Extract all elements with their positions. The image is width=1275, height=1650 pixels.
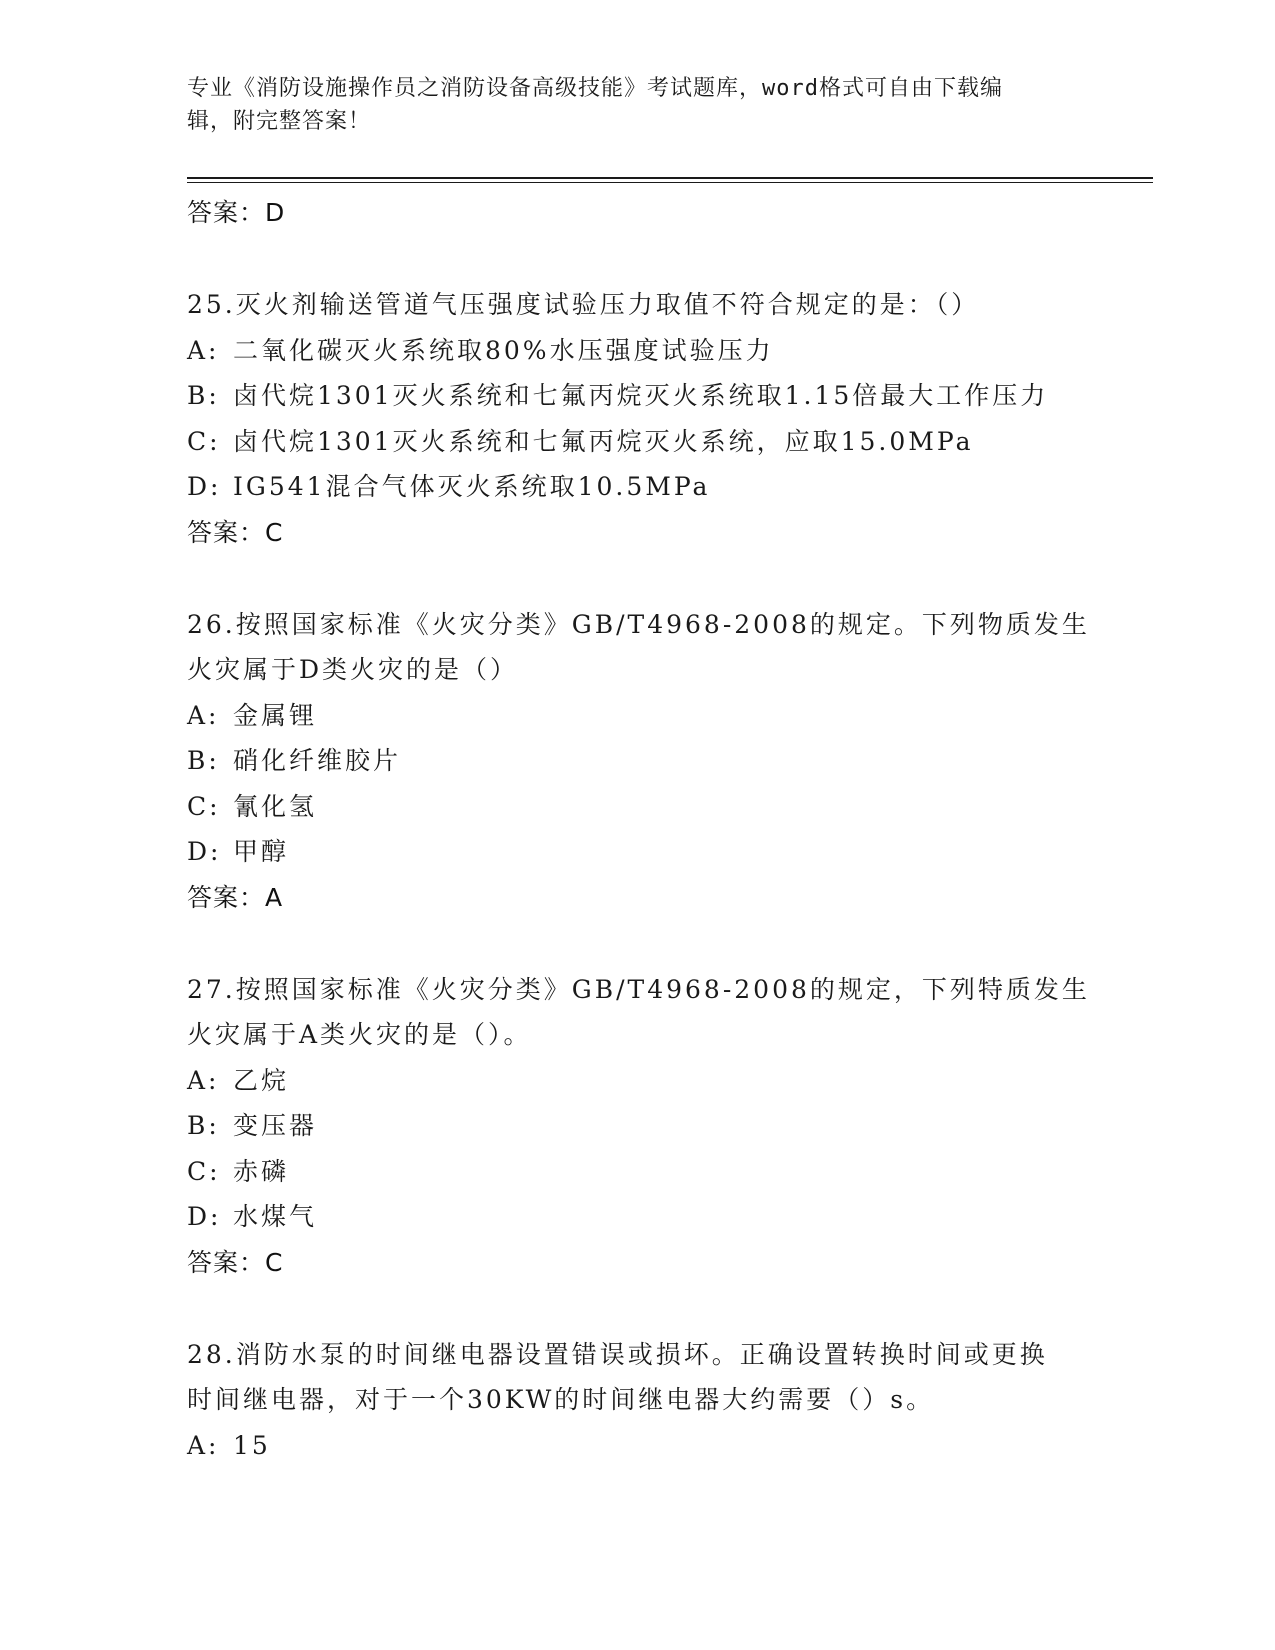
- spacer: [187, 236, 1087, 282]
- option-a: [187, 1058, 1087, 1104]
- question-25: [187, 282, 1087, 556]
- option-text: IG541混合气体灭火系统取10.5MPa: [233, 472, 711, 501]
- option-c: [187, 419, 1087, 465]
- spacer: [187, 556, 1087, 602]
- option-text: 赤磷: [233, 1156, 290, 1186]
- question-text: 25.灭火剂输送管道气压强度试验压力取值不符合规定的是：（）: [187, 290, 980, 319]
- option-letter: B:: [187, 746, 220, 775]
- question-26: [187, 602, 1090, 921]
- option-letter: B:: [187, 381, 220, 410]
- question-text: 火灾属于D类火灾的是（）: [187, 655, 519, 684]
- option-letter: C:: [187, 426, 221, 456]
- previous-answer: 答案：D: [187, 198, 286, 227]
- option-letter: D:: [187, 1202, 222, 1231]
- option-letter: A:: [187, 335, 220, 365]
- option-b: [187, 738, 1087, 784]
- question-27: [187, 967, 1090, 1286]
- option-text: 甲醇: [233, 837, 290, 866]
- option-text: 卤代烷1301灭火系统和七氟丙烷灭火系统取1.15倍最大工作压力: [233, 381, 1049, 410]
- question-text: 27.按照国家标准《火灾分类》GB/T4968-2008的规定，下列特质发生: [187, 974, 1090, 1004]
- option-letter: A:: [187, 1065, 220, 1095]
- header-line-2: 辑，附完整答案！: [187, 109, 372, 134]
- option-a: [187, 693, 1087, 739]
- option-text: 硝化纤维胶片: [233, 746, 402, 775]
- option-d: [187, 1194, 1087, 1240]
- option-letter: D:: [187, 472, 222, 501]
- option-d: [187, 829, 1087, 875]
- option-text: 金属锂: [233, 700, 318, 730]
- header-divider-thin: [187, 182, 1153, 183]
- spacer: [187, 921, 1087, 967]
- option-c: [187, 784, 1087, 830]
- question-text: 28.消防水泵的时间继电器设置错误或损坏。正确设置转换时间或更换: [187, 1339, 1048, 1369]
- option-d: [187, 464, 1087, 510]
- option-letter: C:: [187, 1156, 221, 1186]
- option-b: [187, 1103, 1087, 1149]
- document-header: [187, 72, 1067, 138]
- option-a: [187, 1423, 1087, 1469]
- header-divider-thick: [187, 177, 1153, 179]
- question-list: [187, 190, 1090, 1468]
- spacer: [187, 1286, 1087, 1332]
- option-text: 卤代烷1301灭火系统和七氟丙烷灭火系统，应取15.0MPa: [233, 426, 974, 456]
- answer: 答案：C: [187, 1247, 284, 1277]
- option-text: 水煤气: [233, 1202, 318, 1231]
- answer: 答案：C: [187, 517, 284, 547]
- option-letter: B:: [187, 1111, 220, 1140]
- option-letter: C:: [187, 791, 221, 821]
- option-letter: D:: [187, 837, 222, 866]
- question-28: [187, 1332, 1087, 1469]
- option-letter: A:: [187, 1430, 220, 1460]
- option-b: [187, 373, 1087, 419]
- option-text: 乙烷: [233, 1065, 290, 1095]
- question-text: 火灾属于A类火灾的是（）。: [187, 1020, 532, 1049]
- header-line-1: 专业《消防设施操作员之消防设备高级技能》考试题库，word格式可自由下载编: [187, 76, 1003, 101]
- question-text: 时间继电器，对于一个30KW的时间继电器大约需要（）s。: [187, 1385, 935, 1414]
- option-text: 二氧化碳灭火系统取80%水压强度试验压力: [233, 335, 774, 365]
- option-c: [187, 1149, 1087, 1195]
- option-a: [187, 328, 1087, 374]
- answer: 答案：A: [187, 882, 284, 912]
- option-text: 变压器: [233, 1111, 318, 1140]
- question-text: 26.按照国家标准《火灾分类》GB/T4968-2008的规定。下列物质发生: [187, 609, 1090, 639]
- option-letter: A:: [187, 700, 220, 730]
- option-text: 氰化氢: [233, 791, 318, 821]
- option-text: 15: [233, 1430, 271, 1460]
